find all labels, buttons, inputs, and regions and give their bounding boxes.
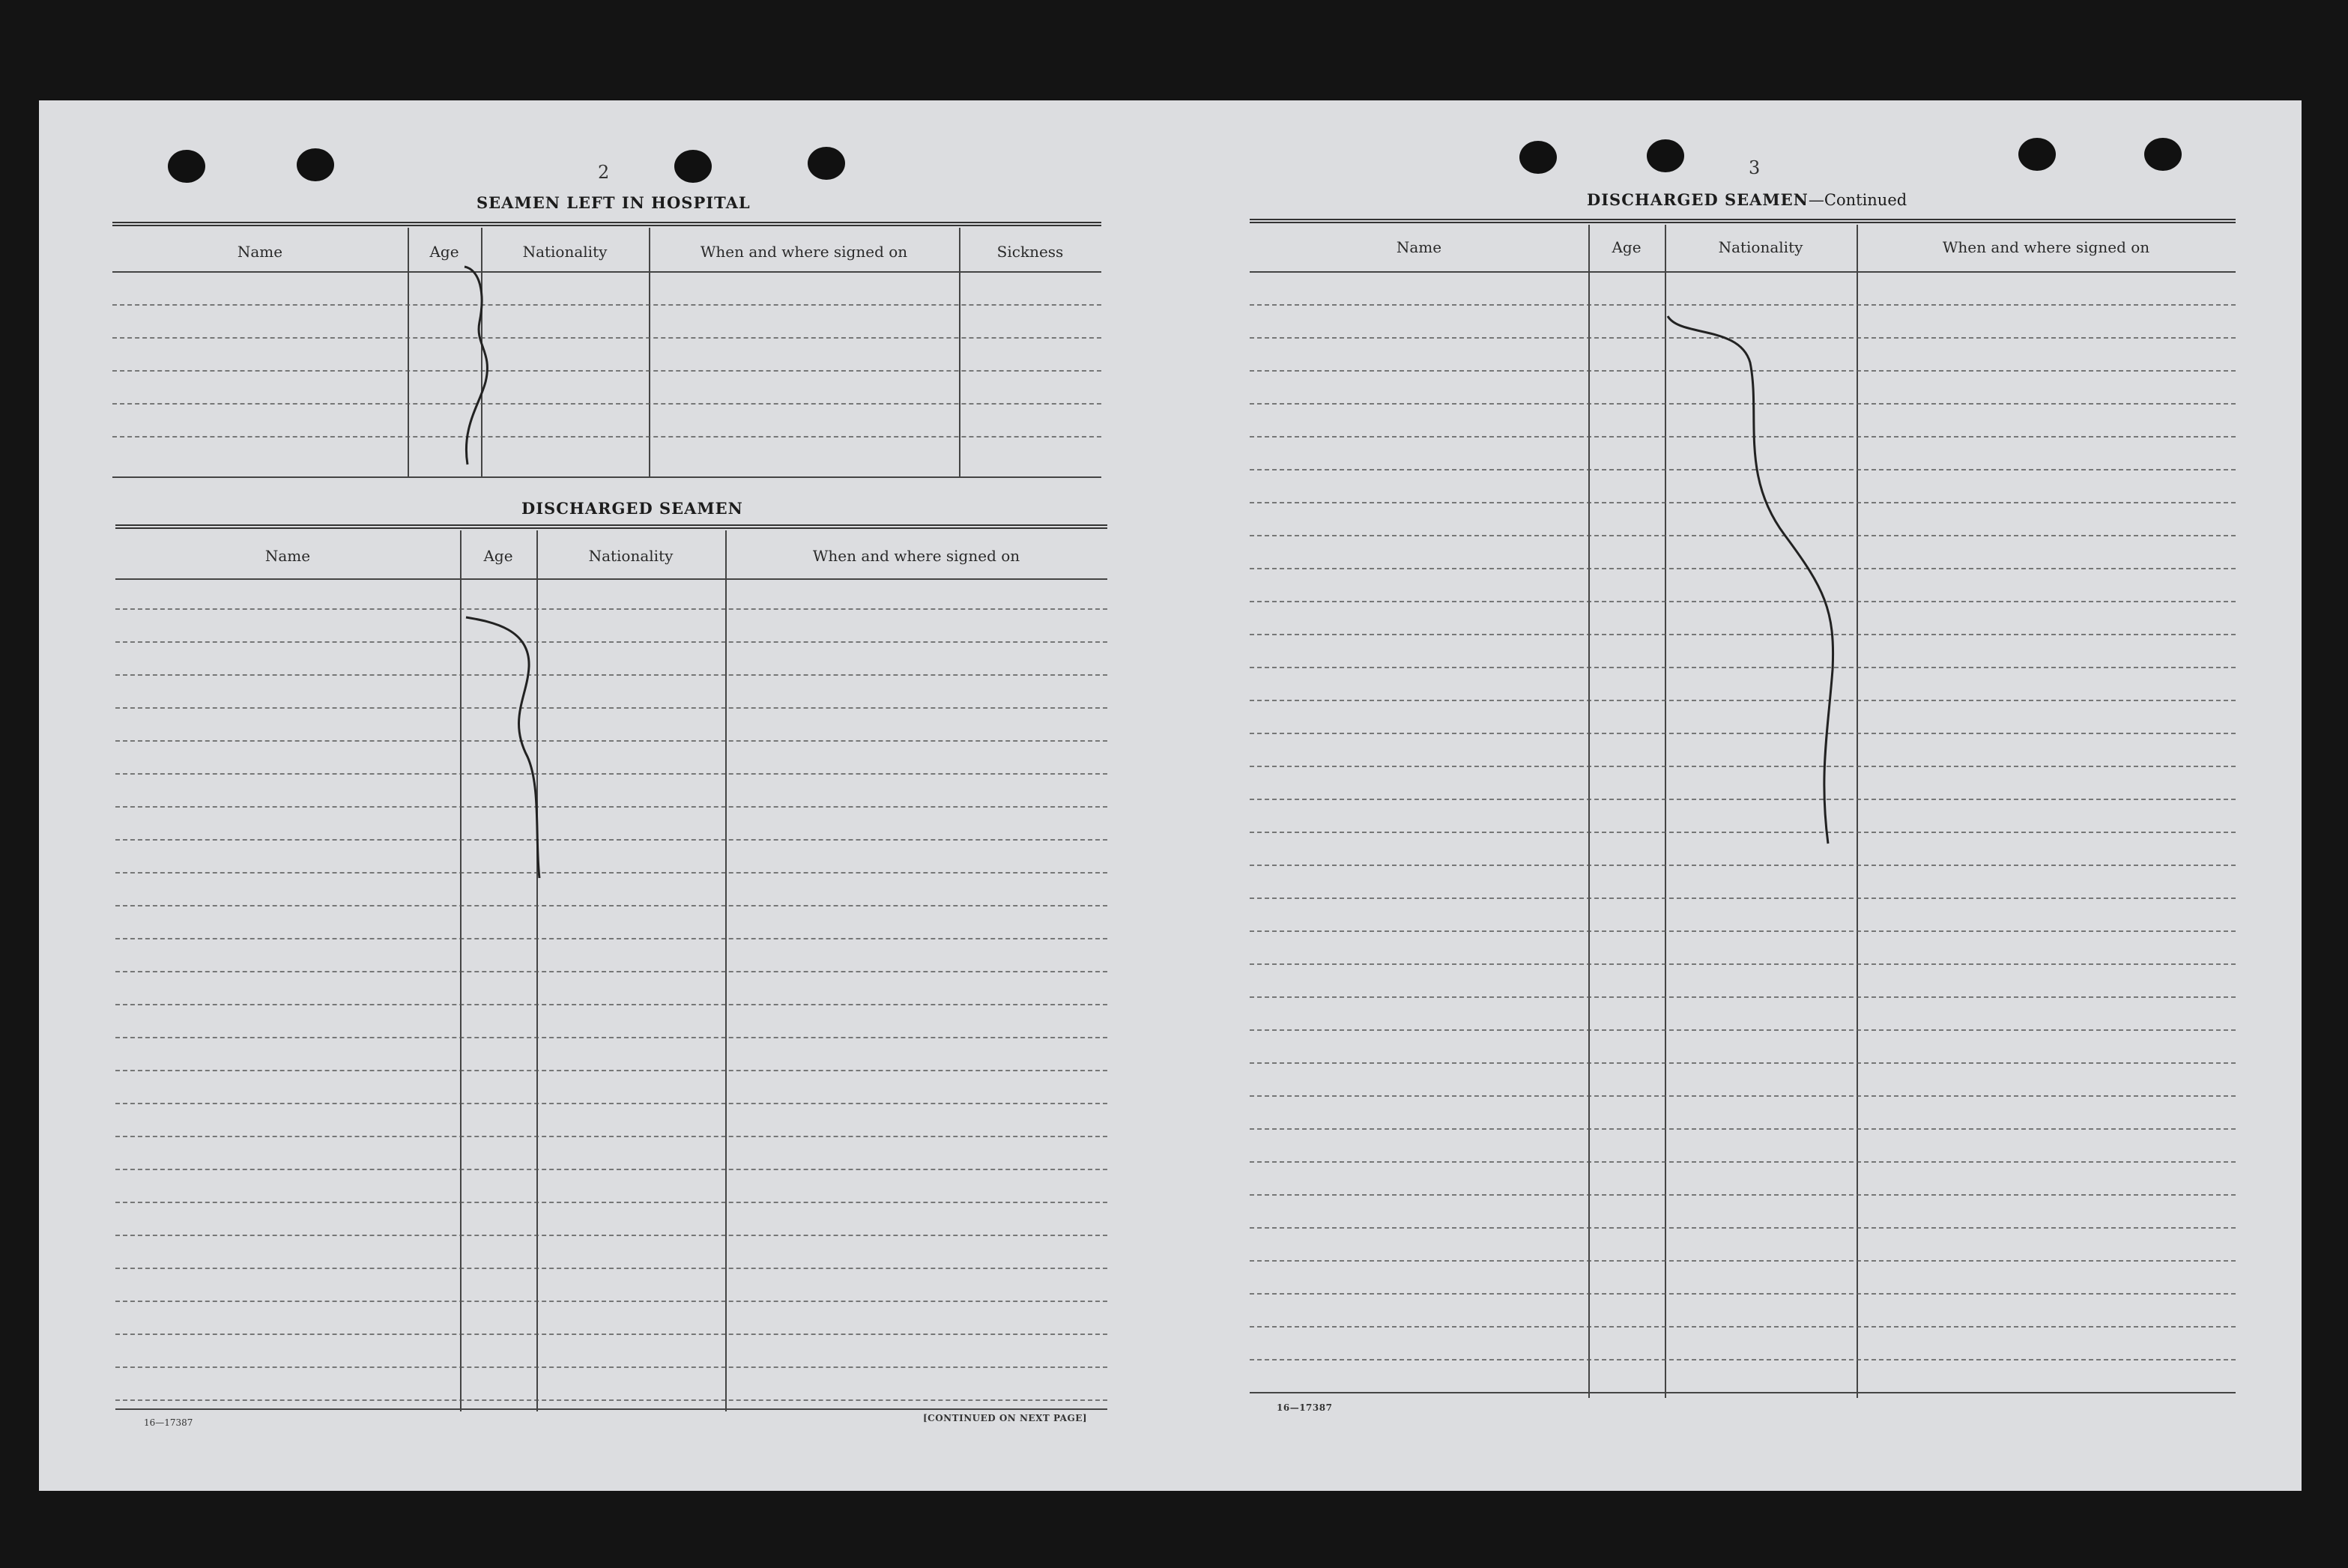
table-row bbox=[112, 337, 1101, 339]
column-header-name: Name bbox=[264, 547, 311, 565]
table-row bbox=[115, 839, 1107, 841]
table-row bbox=[112, 436, 1101, 438]
punch-hole bbox=[808, 147, 845, 180]
table-row bbox=[115, 1004, 1107, 1005]
punch-hole bbox=[1519, 141, 1557, 174]
table-row bbox=[115, 1070, 1107, 1071]
handwritten-ditto-mark bbox=[1665, 310, 1845, 850]
form-number-left: 16—17387 bbox=[144, 1417, 193, 1428]
column-header-nationality: Nationality bbox=[522, 243, 608, 261]
table-row bbox=[1250, 1194, 2236, 1196]
table-row bbox=[115, 1169, 1107, 1170]
table-row bbox=[115, 707, 1107, 709]
table-row bbox=[115, 806, 1107, 808]
hospital-section-title: SEAMEN LEFT IN HOSPITAL bbox=[476, 193, 751, 212]
table-row bbox=[115, 1399, 1107, 1401]
table-row bbox=[112, 304, 1101, 306]
table-row bbox=[1250, 1359, 2236, 1360]
table-row bbox=[1250, 1095, 2236, 1097]
punch-hole bbox=[2144, 138, 2182, 171]
handwritten-ditto-mark bbox=[463, 614, 553, 884]
table-row bbox=[115, 905, 1107, 906]
column-header-name: Name bbox=[237, 243, 283, 261]
table-row bbox=[115, 1037, 1107, 1038]
table-row bbox=[115, 1235, 1107, 1236]
table-row bbox=[115, 1103, 1107, 1104]
column-header-age: Age bbox=[483, 547, 513, 565]
handwritten-ditto-mark bbox=[450, 262, 509, 472]
column-header-nationality: Nationality bbox=[1718, 238, 1803, 256]
table-row bbox=[112, 403, 1101, 405]
table-row bbox=[1250, 1062, 2236, 1064]
table-row bbox=[115, 1301, 1107, 1302]
page-number-left: 2 bbox=[598, 162, 610, 183]
discharged-table-left bbox=[115, 524, 1107, 1408]
table-row bbox=[1250, 1128, 2236, 1130]
continued-note: [CONTINUED ON NEXT PAGE] bbox=[923, 1413, 1088, 1423]
table-row bbox=[1250, 1029, 2236, 1031]
table-row bbox=[115, 1136, 1107, 1137]
discharged-continued-title bbox=[1587, 190, 1907, 209]
title-suffix: —Continued bbox=[1808, 191, 1907, 209]
column-header-name: Name bbox=[1396, 238, 1442, 256]
table-row bbox=[1250, 1227, 2236, 1229]
table-row bbox=[1250, 1161, 2236, 1163]
table-row bbox=[115, 608, 1107, 610]
punch-hole bbox=[2018, 138, 2056, 171]
table-row bbox=[115, 773, 1107, 775]
table-row bbox=[1250, 1293, 2236, 1295]
column-header-age: Age bbox=[429, 243, 459, 261]
punch-hole bbox=[168, 150, 205, 183]
table-row bbox=[115, 1268, 1107, 1269]
table-row bbox=[115, 1366, 1107, 1368]
title-main: DISCHARGED SEAMEN bbox=[1587, 190, 1809, 209]
table-row bbox=[1250, 304, 2236, 306]
table-row bbox=[1250, 963, 2236, 965]
column-header-nationality: Nationality bbox=[588, 547, 674, 565]
table-row bbox=[115, 971, 1107, 972]
table-row bbox=[1250, 1260, 2236, 1262]
hospital-table bbox=[112, 222, 1101, 479]
punch-hole bbox=[1647, 139, 1684, 172]
table-row bbox=[1250, 865, 2236, 866]
column-header-signed-on: When and where signed on bbox=[700, 243, 908, 261]
table-row bbox=[1250, 930, 2236, 932]
column-header-sickness: Sickness bbox=[996, 243, 1064, 261]
table-row bbox=[115, 740, 1107, 742]
column-header-signed-on: When and where signed on bbox=[812, 547, 1020, 565]
punch-hole bbox=[297, 148, 334, 181]
column-header-age: Age bbox=[1612, 238, 1642, 256]
punch-hole bbox=[674, 150, 712, 183]
table-row bbox=[115, 1334, 1107, 1335]
table-row bbox=[115, 641, 1107, 643]
table-row bbox=[115, 1202, 1107, 1203]
table-row bbox=[115, 674, 1107, 676]
table-row bbox=[1250, 897, 2236, 899]
column-header-signed-on: When and where signed on bbox=[1942, 238, 2150, 256]
table-row bbox=[115, 872, 1107, 874]
table-row bbox=[1250, 996, 2236, 998]
page-number-right: 3 bbox=[1749, 157, 1761, 178]
table-row bbox=[1250, 1326, 2236, 1328]
table-row bbox=[112, 370, 1101, 372]
discharged-section-title: DISCHARGED SEAMEN bbox=[521, 499, 743, 518]
table-row bbox=[115, 938, 1107, 939]
form-number-right: 16—17387 bbox=[1277, 1402, 1333, 1413]
